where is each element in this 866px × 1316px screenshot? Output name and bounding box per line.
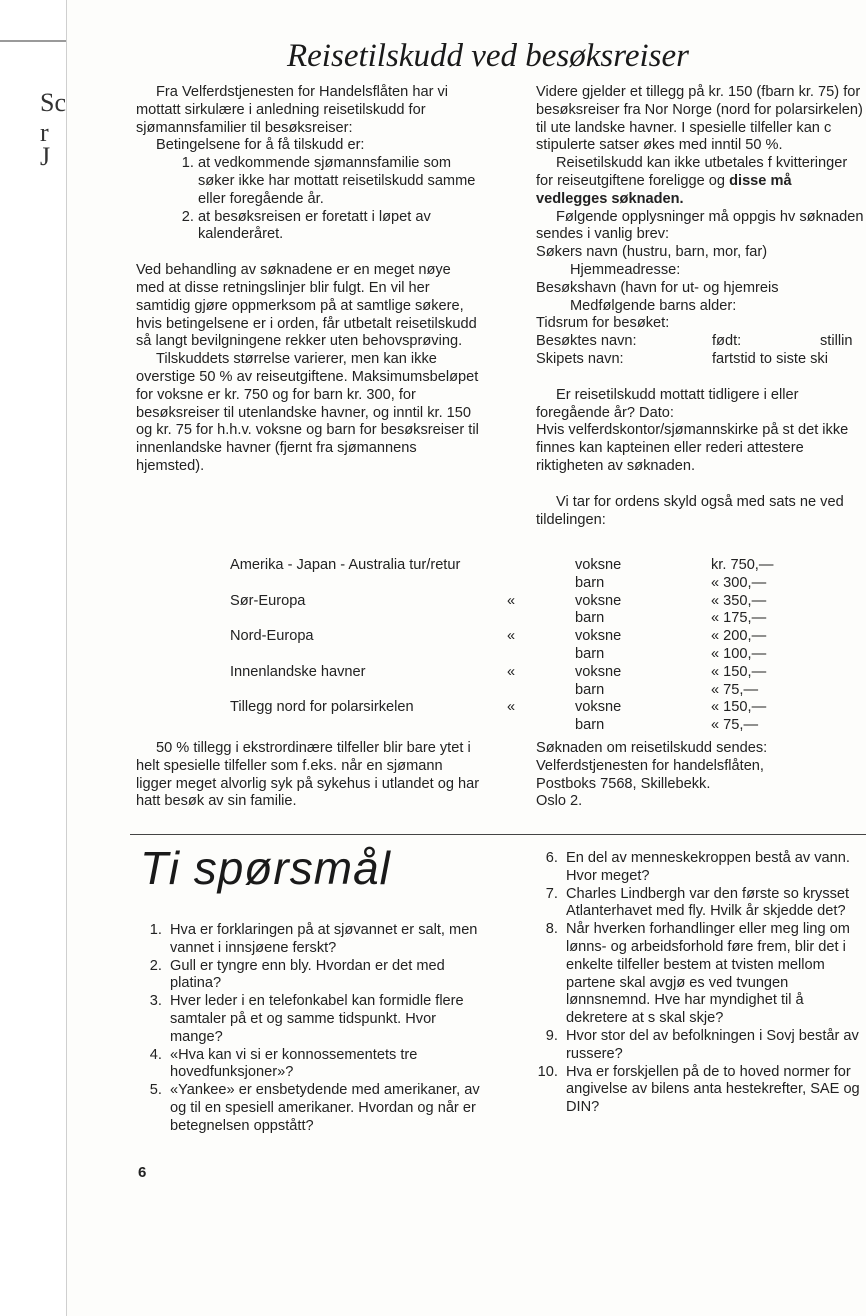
info-paragraph: Følgende opplysninger må oppgis hv søknaden sendes i vanlig brev: <box>536 208 864 243</box>
receipts-emphasis: disse må vedlegges søknaden. <box>536 172 792 207</box>
left-column-bottom <box>136 740 482 811</box>
left-column <box>136 84 482 476</box>
rate-amount: « 75,— <box>711 681 759 698</box>
rate-region: Sør-Europa <box>230 592 306 609</box>
edge-rule <box>0 40 66 42</box>
form-field: fartstid to siste ski <box>712 350 828 367</box>
rate-recipient: barn <box>575 717 605 734</box>
address-line: Postboks 7568, Skillebekk. <box>536 775 711 792</box>
question-item: 1. Hva er forklaringen på at sjøvannet er salt, men vannet i innsjøene ferskt? <box>166 922 484 958</box>
form-field-row <box>536 351 866 369</box>
rate-amount: « 150,— <box>711 699 767 716</box>
question-item: 8. Når hverken forhandlinger eller meg ling om lønns- og arbeidsforhold føre frem, blir det i enkelte tilfeller bestem at tvisten mellom partene skal avgjø es ved tvungen lønnsnemnd. Hve har myndighet til å dekretere at s skal skje? <box>562 921 866 1028</box>
rate-recipient: barn <box>575 574 605 591</box>
page-number: 6 <box>138 1164 147 1181</box>
address-line: Oslo 2. <box>536 793 583 810</box>
rate-row <box>230 628 830 646</box>
condition-item: 2. at besøksreisen er foretatt i løpet av kalenderåret. <box>198 209 482 245</box>
intro-paragraph: Fra Velferdstjenesten for Handelsflåten har vi mottatt sirkulære i anledning reisetilskudd for sjømannsfamilier til besøksreiser: <box>136 84 449 136</box>
form-field: Medfølgende barns alder: <box>570 297 737 314</box>
rate-region: Innenlandske havner <box>230 663 366 680</box>
receipts-paragraph <box>536 155 866 208</box>
question-item: 9. Hvor stor del av befolkningen i Sovj består av russere? <box>562 1028 866 1064</box>
form-field: Besøktes navn: <box>536 333 637 350</box>
rate-recipient: voksne <box>575 663 622 680</box>
rate-amount: « 175,— <box>711 610 767 627</box>
question-list <box>140 922 484 1136</box>
rate-row <box>230 557 830 575</box>
address-line: Søknaden om reisetilskudd sendes: <box>536 740 768 756</box>
right-column-bottom <box>536 740 866 811</box>
rate-amount: « 300,— <box>711 574 767 591</box>
rate-row <box>230 664 830 682</box>
rate-row <box>230 646 830 664</box>
condition-item: 1. at vedkommende sjømannsfamilie som søker ikke har mottatt reisetilskudd samme eller foregående år. <box>198 155 482 208</box>
article-title: Reisetilskudd ved besøksreiser <box>287 38 689 74</box>
rate-recipient: voksne <box>575 557 622 573</box>
question-item: 3. Hver leder i en telefonkabel kan formidle flere samtaler på et og samme tidspunkt. Hvor mange? <box>166 993 484 1046</box>
rate-recipient: voksne <box>575 628 622 645</box>
edge-fragment: J <box>40 142 51 171</box>
rate-amount: « 75,— <box>711 717 759 734</box>
rate-amount: « 200,— <box>711 628 767 645</box>
rate-ditto: « <box>507 592 516 609</box>
rate-row <box>230 717 830 735</box>
rate-recipient: voksne <box>575 699 622 716</box>
form-field: Hjemmeadresse: <box>570 261 681 278</box>
rate-recipient: barn <box>575 610 605 627</box>
supplement-paragraph: Videre gjelder et tillegg på kr. 150 (fbarn kr. 75) for besøksreiser fra Nor Norge (nord for polarsirkelen) til ute landske havner. I spesielle tilfeller kan c stipulerte satser økes med inntil 50 %. <box>536 84 863 154</box>
rate-amount: kr. 750,— <box>711 557 774 573</box>
section-divider <box>130 834 866 835</box>
rate-row <box>230 699 830 717</box>
form-field: Søkers navn (hustru, barn, mor, far) <box>536 244 768 261</box>
questions-left <box>140 922 484 1136</box>
rates-table <box>230 557 830 735</box>
form-field: født: <box>712 333 742 350</box>
question-item: 2. Gull er tyngre enn bly. Hvordan er det med platina? <box>166 958 484 994</box>
rates-intro: Vi tar for ordens skyld også med sats ne ved tildelingen: <box>536 493 844 528</box>
rate-recipient: barn <box>575 681 605 698</box>
previous-grant-paragraph: Er reisetilskudd mottatt tidligere i eller foregående år? Dato: <box>536 386 799 421</box>
rate-region: Tillegg nord for polarsirkelen <box>230 699 414 716</box>
form-field-row <box>536 333 866 351</box>
rate-row <box>230 682 830 700</box>
form-field: Tidsrum for besøket: <box>536 315 670 332</box>
address-line: Velferdstjenesten for handelsflåten, <box>536 757 764 774</box>
rate-recipient: voksne <box>575 592 622 609</box>
rate-region: Amerika - Japan - Australia tur/retur <box>230 557 461 573</box>
quiz-title: Ti spørsmål <box>140 842 391 894</box>
rate-amount: « 350,— <box>711 592 767 609</box>
rate-amount: « 100,— <box>711 645 767 662</box>
extra-supplement-paragraph: 50 % tillegg i ekstrordinære tilfeller blir bare ytet i helt spesielle tilfeller som f.eks. når en sjømann ligger meget alvorlig syk på sykehus i utlandet og har hatt besøk av sin familie. <box>136 740 480 810</box>
questions-right <box>536 850 866 1117</box>
rate-ditto: « <box>507 628 516 645</box>
conditions-lead: Betingelsene for å få tilskudd er: <box>156 137 365 154</box>
question-item: 4. «Hva kan vi si er konnossementets tre hovedfunksjoner»? <box>166 1047 484 1083</box>
question-item: 7. Charles Lindbergh var den første so krysset Atlanterhavet med fly. Hvilk år skjedde det? <box>562 886 866 922</box>
rate-row <box>230 610 830 628</box>
amount-paragraph: Tilskuddets størrelse varierer, men kan ikke overstige 50 % av reiseutgiftene. Maksimumsbeløpet for voksne er kr. 750 og for barn kr. 300, for besøksreiser til utenlandske havner, og inntil kr. 150 og kr. 75 for h.h.v. voksne og barn for besøksreiser til innenlandske havner (fjernt fra sjømannens hjemsted). <box>136 351 479 474</box>
question-list <box>536 850 866 1117</box>
conditions-list <box>136 155 482 244</box>
right-column <box>536 84 866 529</box>
edge-fragment: r <box>40 118 49 147</box>
question-item: 10. Hva er forskjellen på de to hoved normer for angivelse av bilens anta hestekrefter, SAE og DIN? <box>562 1064 866 1117</box>
attestation-paragraph: Hvis velferdskontor/sjømannskirke på st det ikke finnes kan kapteinen eller rederi attestere riktigheten av søknaden. <box>536 422 849 474</box>
rate-row <box>230 593 830 611</box>
rate-amount: « 150,— <box>711 663 767 680</box>
edge-fragment: Sc <box>40 88 66 117</box>
form-field: Besøkshavn (havn for ut- og hjemreis <box>536 279 779 296</box>
question-item: 6. En del av menneskekroppen bestå av vann. Hvor meget? <box>562 850 866 886</box>
rate-recipient: barn <box>575 645 605 662</box>
form-field: Skipets navn: <box>536 350 624 367</box>
question-item: 5. «Yankee» er ensbetydende med amerikaner, av og til en spesiell amerikaner. Hvordan og når er betegnelsen oppstått? <box>166 1082 484 1135</box>
rate-row <box>230 575 830 593</box>
rules-paragraph: Ved behandling av søknadene er en meget nøye med at disse retningslinjer blir fulgt. En vil her samtidig gjøre oppmerksom på at samtlige søkere, hvis betingelsene er i orden, får utbetalt reisetilskudd så langt bevilgningene rekker uten behovsprøving. <box>136 262 477 350</box>
previous-page-edge <box>0 0 67 1316</box>
form-field: stillin <box>820 333 853 350</box>
rate-ditto: « <box>507 663 516 680</box>
receipts-text: Reisetilskudd kan ikke utbetales f kvitteringer for reiseutgiftene foreligge og <box>536 155 848 189</box>
rate-ditto: « <box>507 699 516 716</box>
rate-region: Nord-Europa <box>230 628 314 645</box>
